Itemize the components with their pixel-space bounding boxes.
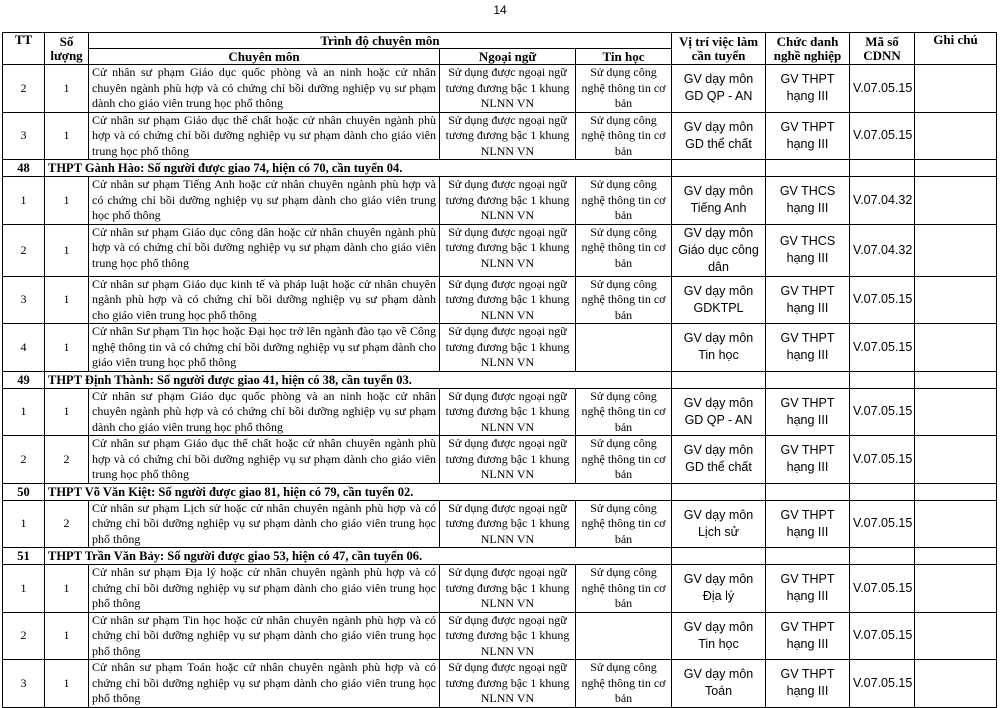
cell-chuyen-mon: Cử nhân sư phạm Giáo dục thể chất hoặc cử nhân chuyên ngành phù hợp và có chứng chỉ bồi dưỡng nghiệp vụ sư phạm dành cho giáo viên trung học phổ thông <box>89 112 440 160</box>
cell-chuc-danh: GV THPT hạng III <box>766 112 850 160</box>
cell-ghi-chu <box>915 224 997 276</box>
cell-so-luong: 1 <box>45 565 89 613</box>
cell-chuc-danh: GV THCS hạng III <box>766 177 850 225</box>
cell-vi-tri: GV dạy môn Lịch sử <box>672 500 766 548</box>
cell-ghi-chu <box>915 324 997 372</box>
cell-chuc-danh: GV THPT hạng III <box>766 388 850 436</box>
cell-ngoai-ngu: Sử dụng được ngoại ngữ tương đương bậc 1 khung NLNN VN <box>440 612 576 660</box>
cell-ghi-chu <box>915 388 997 436</box>
cell-so-luong: 1 <box>45 276 89 324</box>
page-number: 14 <box>493 3 507 17</box>
cell-ngoai-ngu: Sử dụng được ngoại ngữ tương đương bậc 1 khung NLNN VN <box>440 112 576 160</box>
cell-so-luong: 1 <box>45 65 89 113</box>
cell-ngoai-ngu: Sử dụng được ngoại ngữ tương đương bậc 1 khung NLNN VN <box>440 65 576 113</box>
cell-ma-so: V.07.04.32 <box>850 224 915 276</box>
table-row <box>3 660 997 708</box>
cell-chuyen-mon: Cử nhân sư phạm Giáo dục quốc phòng và an ninh hoặc cử nhân chuyên ngành phù hợp và có chứng chỉ bồi dưỡng nghiệp vụ sư phạm dành cho giáo viên trung học phổ thông <box>89 65 440 113</box>
cell-ma-so: V.07.05.15 <box>850 324 915 372</box>
table-row <box>3 65 997 113</box>
section-title: THPT Võ Văn Kiệt: Số người được giao 81, hiện có 79, cần tuyển 02. <box>45 483 672 500</box>
cell-chuyen-mon: Cử nhân sư phạm Giáo dục công dân hoặc cử nhân chuyên ngành phù hợp và có chứng chỉ bồi dưỡng nghiệp vụ sư phạm dành cho giáo viên trung học phổ thông <box>89 224 440 276</box>
table-row <box>3 324 997 372</box>
section-row <box>3 371 997 388</box>
table-row <box>3 500 997 548</box>
cell-ngoai-ngu: Sử dụng được ngoại ngữ tương đương bậc 1 khung NLNN VN <box>440 224 576 276</box>
cell-chuyen-mon: Cử nhân sư phạm Giáo dục kinh tế và pháp luật hoặc cử nhân chuyên ngành phù hợp và có chứng chỉ bồi dưỡng nghiệp vụ sư phạm dành cho giáo viên trung học phổ thông <box>89 276 440 324</box>
cell-tt: 2 <box>3 65 45 113</box>
cell-ma-so: V.07.05.15 <box>850 500 915 548</box>
cell-tt: 1 <box>3 565 45 613</box>
table-row <box>3 436 997 484</box>
cell-so-luong: 1 <box>45 224 89 276</box>
cell-tt: 2 <box>3 436 45 484</box>
cell-vi-tri: GV dạy môn Tiếng Anh <box>672 177 766 225</box>
cell-ma-so: V.07.05.15 <box>850 388 915 436</box>
cell-chuc-danh: GV THPT hạng III <box>766 565 850 613</box>
cell-ngoai-ngu: Sử dụng được ngoại ngữ tương đương bậc 1 khung NLNN VN <box>440 660 576 708</box>
cell-ngoai-ngu: Sử dụng được ngoại ngữ tương đương bậc 1 khung NLNN VN <box>440 177 576 225</box>
cell-ma-so: V.07.05.15 <box>850 436 915 484</box>
cell-ghi-chu <box>915 660 997 708</box>
cell-chuc-danh: GV THPT hạng III <box>766 612 850 660</box>
cell-so-luong: 2 <box>45 500 89 548</box>
cell-tt: 3 <box>3 112 45 160</box>
section-row <box>3 160 997 177</box>
cell-so-luong: 1 <box>45 388 89 436</box>
table-row <box>3 112 997 160</box>
cell-tin-hoc: Sử dụng công nghệ thông tin cơ bản <box>576 660 672 708</box>
cell-ma-so: V.07.05.15 <box>850 112 915 160</box>
cell-chuyen-mon: Cử nhân sư phạm Tin học hoặc cử nhân chuyên ngành phù hợp và có chứng chỉ bồi dưỡng nghiệp vụ sư phạm dành cho giáo viên trung học phổ thông <box>89 612 440 660</box>
cell-so-luong: 1 <box>45 177 89 225</box>
header-trinh-do: Trình độ chuyên môn <box>89 33 672 49</box>
cell-tin-hoc: Sử dụng công nghệ thông tin cơ bản <box>576 565 672 613</box>
cell-chuc-danh: GV THPT hạng III <box>766 324 850 372</box>
header-tin-hoc: Tin học <box>576 49 672 65</box>
cell-ma-so: V.07.05.15 <box>850 612 915 660</box>
table-row <box>3 612 997 660</box>
table-body <box>3 65 997 708</box>
cell-tin-hoc: Sử dụng công nghệ thông tin cơ bản <box>576 436 672 484</box>
cell-vi-tri: GV dạy môn Giáo dục công dân <box>672 224 766 276</box>
cell-tt: 1 <box>3 500 45 548</box>
header-ngoai-ngu: Ngoại ngữ <box>440 49 576 65</box>
table-row <box>3 388 997 436</box>
cell-ghi-chu <box>915 65 997 113</box>
cell-tt: 1 <box>3 177 45 225</box>
cell-chuyen-mon: Cử nhân sư phạm Địa lý hoặc cử nhân chuyên ngành phù hợp và có chứng chỉ bồi dưỡng nghiệp vụ sư phạm dành cho giáo viên trung học phổ thông <box>89 565 440 613</box>
cell-chuc-danh: GV THPT hạng III <box>766 660 850 708</box>
cell-vi-tri: GV dạy môn Địa lý <box>672 565 766 613</box>
table-row <box>3 276 997 324</box>
cell-so-luong: 1 <box>45 612 89 660</box>
cell-tin-hoc: Sử dụng công nghệ thông tin cơ bản <box>576 65 672 113</box>
cell-tin-hoc: Sử dụng công nghệ thông tin cơ bản <box>576 276 672 324</box>
cell-vi-tri: GV dạy môn GD QP - AN <box>672 65 766 113</box>
cell-chuyen-mon: Cử nhân sư phạm Giáo dục quốc phòng và an ninh hoặc cử nhân chuyên ngành phù hợp và có chứng chỉ bồi dưỡng nghiệp vụ sư phạm dành cho giáo viên trung học phổ thông <box>89 388 440 436</box>
cell-ngoai-ngu: Sử dụng được ngoại ngữ tương đương bậc 1 khung NLNN VN <box>440 324 576 372</box>
cell-tt: 2 <box>3 612 45 660</box>
cell-chuc-danh: GV THPT hạng III <box>766 500 850 548</box>
cell-so-luong: 1 <box>45 324 89 372</box>
cell-ghi-chu <box>915 565 997 613</box>
cell-ngoai-ngu: Sử dụng được ngoại ngữ tương đương bậc 1 khung NLNN VN <box>440 276 576 324</box>
cell-ma-so: V.07.04.32 <box>850 177 915 225</box>
cell-ghi-chu <box>915 112 997 160</box>
cell-tin-hoc: Sử dụng công nghệ thông tin cơ bản <box>576 388 672 436</box>
section-title: THPT Gành Hào: Số người được giao 74, hiện có 70, cần tuyển 04. <box>45 160 672 177</box>
cell-tt: 3 <box>3 660 45 708</box>
section-number: 50 <box>3 483 45 500</box>
cell-tt: 4 <box>3 324 45 372</box>
cell-ngoai-ngu: Sử dụng được ngoại ngữ tương đương bậc 1 khung NLNN VN <box>440 565 576 613</box>
cell-tt: 1 <box>3 388 45 436</box>
section-number: 51 <box>3 548 45 565</box>
cell-tin-hoc: Sử dụng công nghệ thông tin cơ bản <box>576 500 672 548</box>
cell-ghi-chu <box>915 177 997 225</box>
cell-ghi-chu <box>915 612 997 660</box>
cell-chuc-danh: GV THCS hạng III <box>766 224 850 276</box>
cell-vi-tri: GV dạy môn GD thể chất <box>672 112 766 160</box>
cell-ghi-chu <box>915 436 997 484</box>
section-number: 49 <box>3 371 45 388</box>
table-row <box>3 224 997 276</box>
header-ghi-chu: Ghi chú <box>915 33 997 65</box>
cell-so-luong: 1 <box>45 112 89 160</box>
header-chuyen-mon: Chuyên môn <box>89 49 440 65</box>
cell-chuyen-mon: Cử nhân sư phạm Toán hoặc cử nhân chuyên ngành phù hợp và có chứng chỉ bồi dưỡng nghiệp vụ sư phạm dành cho giáo viên trung học phổ thông <box>89 660 440 708</box>
cell-ngoai-ngu: Sử dụng được ngoại ngữ tương đương bậc 1 khung NLNN VN <box>440 500 576 548</box>
table-row <box>3 177 997 225</box>
cell-vi-tri: GV dạy môn GD thể chất <box>672 436 766 484</box>
cell-ma-so: V.07.05.15 <box>850 565 915 613</box>
cell-so-luong: 2 <box>45 436 89 484</box>
cell-chuyen-mon: Cử nhân sư phạm Lịch sử hoặc cử nhân chuyên ngành phù hợp và có chứng chỉ bồi dưỡng nghiệp vụ sư phạm dành cho giáo viên trung học phổ thông <box>89 500 440 548</box>
cell-chuyen-mon: Cử nhân Sư phạm Tin học hoặc Đại học trở lên ngành đào tạo về Công nghệ thông tin và có chứng chỉ bồi dưỡng nghiệp vụ sư phạm dành cho giáo viên trung học phổ thông <box>89 324 440 372</box>
header-ma-so: Mã số CDNN <box>850 33 915 65</box>
cell-tin-hoc: Sử dụng công nghệ thông tin cơ bản <box>576 177 672 225</box>
cell-ma-so: V.07.05.15 <box>850 660 915 708</box>
section-row <box>3 483 997 500</box>
cell-vi-tri: GV dạy môn Tin học <box>672 324 766 372</box>
cell-chuyen-mon: Cử nhân sư phạm Giáo dục thể chất hoặc cử nhân chuyên ngành phù hợp và có chứng chỉ bồi dưỡng nghiệp vụ sư phạm dành cho giáo viên trung học phổ thông <box>89 436 440 484</box>
cell-ghi-chu <box>915 500 997 548</box>
section-title: THPT Trần Văn Bảy: Số người được giao 53, hiện có 47, cần tuyển 06. <box>45 548 672 565</box>
cell-tin-hoc <box>576 612 672 660</box>
cell-chuyen-mon: Cử nhân sư phạm Tiếng Anh hoặc cử nhân chuyên ngành phù hợp và có chứng chỉ bồi dưỡng nghiệp vụ sư phạm dành cho giáo viên trung học phổ thông <box>89 177 440 225</box>
cell-ghi-chu <box>915 276 997 324</box>
cell-tt: 3 <box>3 276 45 324</box>
cell-chuc-danh: GV THPT hạng III <box>766 276 850 324</box>
cell-vi-tri: GV dạy môn Tin học <box>672 612 766 660</box>
cell-chuc-danh: GV THPT hạng III <box>766 65 850 113</box>
cell-tin-hoc: Sử dụng công nghệ thông tin cơ bản <box>576 224 672 276</box>
cell-ngoai-ngu: Sử dụng được ngoại ngữ tương đương bậc 1 khung NLNN VN <box>440 436 576 484</box>
section-row <box>3 548 997 565</box>
table-row <box>3 565 997 613</box>
cell-ma-so: V.07.05.15 <box>850 276 915 324</box>
header-vi-tri: Vị trí việc làm cần tuyển <box>672 33 766 65</box>
recruitment-table <box>2 32 997 708</box>
cell-tin-hoc: Sử dụng công nghệ thông tin cơ bản <box>576 112 672 160</box>
section-title: THPT Định Thành: Số người được giao 41, hiện có 38, cần tuyển 03. <box>45 371 672 388</box>
cell-so-luong: 1 <box>45 660 89 708</box>
cell-chuc-danh: GV THPT hạng III <box>766 436 850 484</box>
header-chuc-danh: Chức danh nghề nghiệp <box>766 33 850 65</box>
cell-vi-tri: GV dạy môn Toán <box>672 660 766 708</box>
cell-ma-so: V.07.05.15 <box>850 65 915 113</box>
header-tt: TT <box>3 33 45 65</box>
cell-ngoai-ngu: Sử dụng được ngoại ngữ tương đương bậc 1 khung NLNN VN <box>440 388 576 436</box>
cell-vi-tri: GV dạy môn GDKTPL <box>672 276 766 324</box>
cell-tt: 2 <box>3 224 45 276</box>
cell-vi-tri: GV dạy môn GD QP - AN <box>672 388 766 436</box>
cell-tin-hoc <box>576 324 672 372</box>
header-so-luong: Số lượng <box>45 33 89 65</box>
section-number: 48 <box>3 160 45 177</box>
